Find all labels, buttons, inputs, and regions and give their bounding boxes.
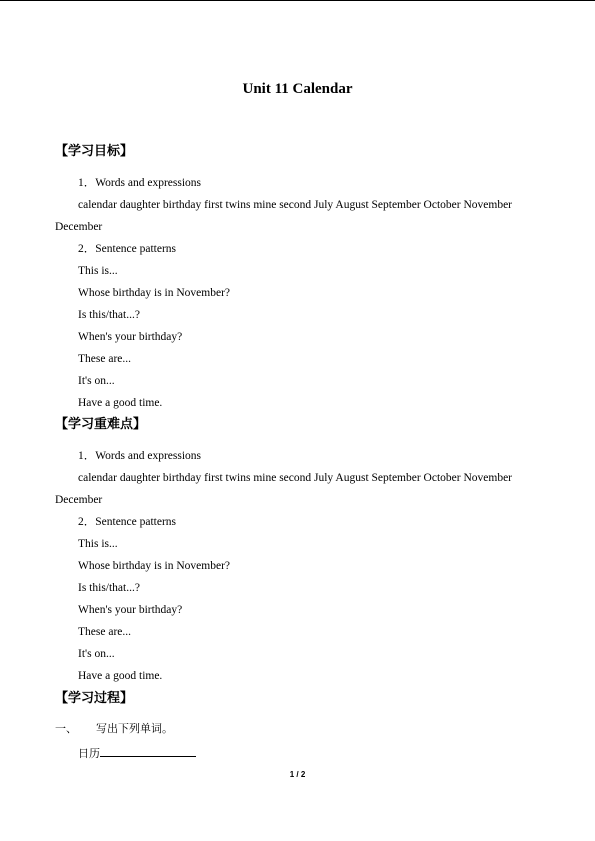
- pattern-line: When's your birthday?: [78, 331, 183, 343]
- vocabulary-line: calendar daughter birthday first twins mine second July August September October November: [78, 199, 513, 211]
- fill-in-label: 日历: [78, 747, 100, 760]
- pattern-line: Have a good time.: [78, 397, 163, 409]
- pattern-line: These are...: [78, 626, 131, 638]
- pattern-line: Whose birthday is in November?: [78, 560, 231, 572]
- section-heading-objectives: 【学习目标】: [55, 144, 134, 159]
- vocabulary-line: calendar daughter birthday first twins mine second July August September October November: [78, 472, 513, 484]
- pattern-line: These are...: [78, 353, 131, 365]
- exercise-instruction: 写出下列单词。: [96, 722, 173, 735]
- item-words-expressions: 1．Words and expressions: [78, 450, 202, 462]
- list-marker: 一、: [55, 722, 77, 735]
- pattern-line: This is...: [78, 265, 118, 277]
- page-number: 1 / 2: [289, 770, 306, 779]
- top-border-line: [0, 0, 595, 1]
- pattern-line: This is...: [78, 538, 118, 550]
- vocabulary-line-continued: December: [55, 494, 103, 506]
- pattern-line: Whose birthday is in November?: [78, 287, 231, 299]
- answer-blank[interactable]: [100, 744, 196, 757]
- pattern-line: Is this/that...?: [78, 582, 140, 594]
- fill-in-line: [78, 744, 196, 762]
- pattern-line: Have a good time.: [78, 670, 163, 682]
- item-words-expressions: 1．Words and expressions: [78, 177, 202, 189]
- pattern-line: It's on...: [78, 375, 115, 387]
- pattern-line: Is this/that...?: [78, 309, 140, 321]
- section-heading-process: 【学习过程】: [55, 691, 134, 706]
- pattern-line: It's on...: [78, 648, 115, 660]
- section-heading-key-points: 【学习重难点】: [55, 417, 147, 432]
- vocabulary-line-continued: December: [55, 221, 103, 233]
- pattern-line: When's your birthday?: [78, 604, 183, 616]
- item-sentence-patterns: 2．Sentence patterns: [78, 516, 177, 528]
- document-title: Unit 11 Calendar: [242, 81, 353, 97]
- item-sentence-patterns: 2．Sentence patterns: [78, 243, 177, 255]
